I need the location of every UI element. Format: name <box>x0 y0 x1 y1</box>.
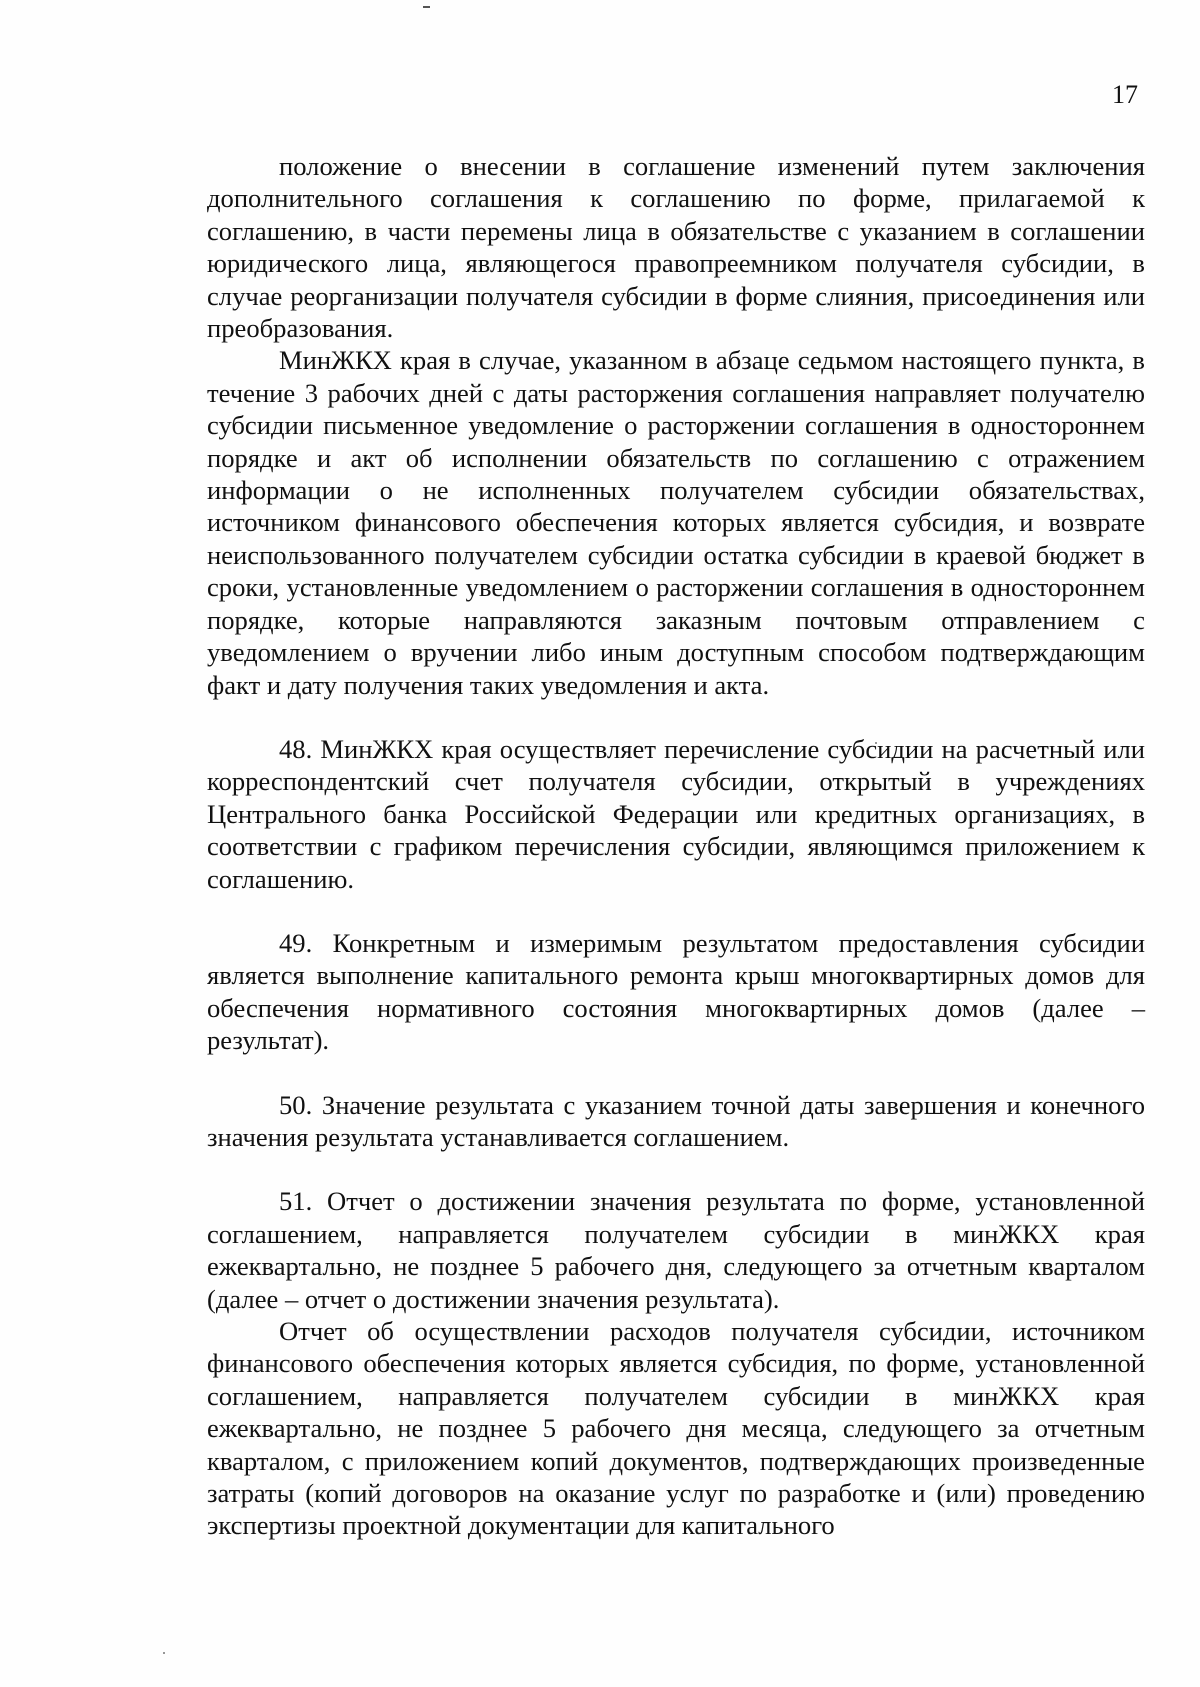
paragraph-50: 50. Значение результата с указанием точной даты завершения и конечного значения результата устанавливается соглашением. <box>207 1089 1145 1152</box>
paragraph-termination-notice: МинЖКХ края в случае, указанном в абзаце седьмом настоящего пункта, в течение 3 рабочих дней с даты расторжения соглашения направляет получателю субсидии письменное уведомление о расторжении соглашения в одностороннем порядке и акт об исполнении обязательств по соглашению с отражением информации о не исполненных получателем субсидии обязательствах, источником финансового обеспечения которых является субсидия, и возврате неиспользованного получателем субсидии остатка субсидии в краевой бюджет в сроки, установленные уведомлением о расторжении соглашения в одностороннем порядке, которые направляются заказным почтовым отправлением с уведомлением о вручении либо иным доступным способом подтверждающим факт и дату получения таких уведомления и акта. <box>207 345 1145 700</box>
paragraph-49: 49. Конкретным и измеримым результатом предоставления субсидии является выполнение капитального ремонта крыш многоквартирных домов для обеспечения нормативного состояния многоквартирных домов (далее – результат). <box>207 927 1145 1056</box>
paragraph-51: 51. Отчет о достижении значения результата по форме, установленной соглашением, направляется получателем субсидии в минЖКХ края ежеквартально, не позднее 5 рабочего дня, следующего за отчетным кварталом (далее – отчет о достижении значения результата). <box>207 1186 1145 1314</box>
paragraph-spacer <box>207 1153 1145 1185</box>
scan-speck <box>163 1652 165 1654</box>
paragraph-48: 48. МинЖКХ края осуществляет перечисление субсидии на расчетный или корреспондентский счет получателя субсидии, открытый в учреждениях Центрального банка Российской Федерации или кредитных организациях, в соответствии с графиком перечисления субсидии, являющимся приложением к соглашению. <box>207 733 1145 894</box>
paragraph-spacer <box>207 1057 1145 1089</box>
document-body <box>207 150 1145 1542</box>
paragraph-spacer <box>207 701 1145 733</box>
paragraph-agreement-amendment: положение о внесении в соглашение изменений путем заключения дополнительного соглашения к соглашению по форме, прилагаемой к соглашению, в части перемены лица в обязательстве с указанием в соглашении юридического лица, являющегося правопреемником получателя субсидии, в случае реорганизации получателя субсидии в форме слияния, присоединения или преобразования. <box>207 151 1145 344</box>
paragraph-51-expense-report: Отчет об осуществлении расходов получателя субсидии, источником финансового обеспечения которых является субсидия, по форме, установленной соглашением, направляется получателем субсидии в минЖКХ края ежеквартально, не позднее 5 рабочего дня месяца, следующего за отчетным кварталом, с приложением копий документов, подтверждающих произведенные затраты (копий договоров на оказание услуг по разработке и (или) проведению экспертизы проектной документации для капитального <box>207 1316 1145 1541</box>
scan-mark <box>423 6 430 8</box>
paragraph-spacer <box>207 895 1145 927</box>
page-number: 17 <box>1112 80 1138 109</box>
